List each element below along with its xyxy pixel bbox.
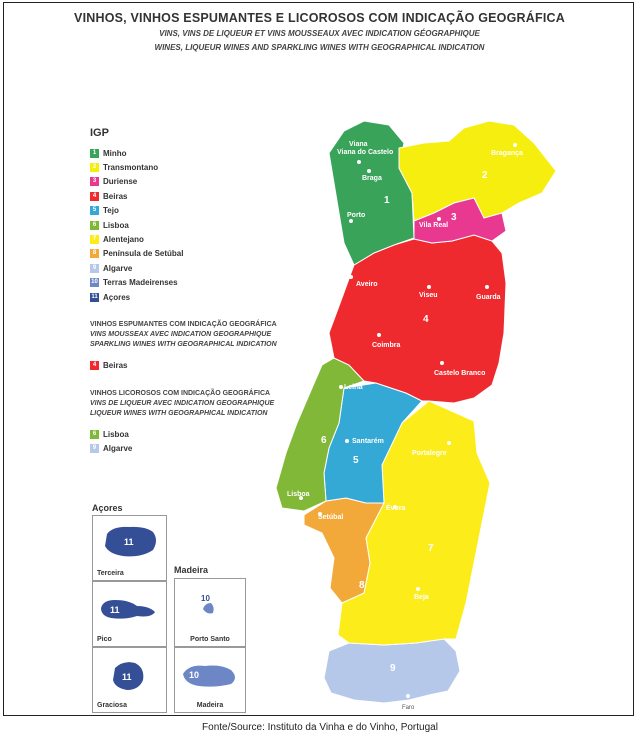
city-label: Leiria xyxy=(344,384,363,391)
legend-swatch: 4 xyxy=(90,361,99,370)
region-number: 7 xyxy=(428,543,434,554)
svg-text:11: 11 xyxy=(122,672,132,682)
legend-item: 9 Algarve xyxy=(90,441,132,455)
region-number: 5 xyxy=(353,455,359,466)
city-label: Aveiro xyxy=(356,281,378,288)
liqueur-legend xyxy=(90,427,132,456)
city-label: Évora xyxy=(386,505,406,512)
city-dot xyxy=(440,361,444,365)
city-dot xyxy=(437,217,441,221)
region-number: 8 xyxy=(359,580,365,591)
city-dot xyxy=(485,285,489,289)
subtitle-french: VINS, VINS DE LIQUEUR ET VINS MOUSSEAUX AVEC INDICATION GÉOGRAPHIQUE xyxy=(159,29,480,38)
island-graciosa xyxy=(93,648,166,698)
legend-swatch: 8 xyxy=(90,249,99,258)
main-title: VINHOS, VINHOS ESPUMANTES E LICOROSOS COM INDICAÇÃO GEOGRÁFICA xyxy=(74,11,565,25)
city-dot xyxy=(406,694,410,698)
legend-swatch: 10 xyxy=(91,279,98,286)
city-label: Viseu xyxy=(419,292,438,299)
svg-text:11: 11 xyxy=(110,605,120,615)
igp-heading: IGP xyxy=(90,127,109,139)
legend-swatch: 2 xyxy=(90,163,99,172)
city-label: Setúbal xyxy=(318,514,344,521)
island-pico xyxy=(93,582,166,632)
city-label: Santarém xyxy=(352,438,384,445)
city-dot xyxy=(339,385,343,389)
legend-item: 1 Minho xyxy=(90,146,183,160)
source-caption: Fonte/Source: Instituto da Vinha e do Vinho, Portugal xyxy=(202,722,438,733)
city-dot xyxy=(513,143,517,147)
inset-pico: 11 Pico xyxy=(92,581,167,647)
igp-legend xyxy=(90,146,183,304)
city-label: Bragança xyxy=(491,150,523,157)
island-madeira xyxy=(175,648,245,698)
svg-text:11: 11 xyxy=(124,537,134,547)
city-dot xyxy=(349,275,353,279)
legend-swatch: 9 xyxy=(90,444,99,453)
island-terceira xyxy=(93,516,166,566)
legend-item: 8 Península de Setúbal xyxy=(90,247,183,261)
city-dot xyxy=(367,169,371,173)
island-porto-santo xyxy=(175,579,245,629)
city-label: Beja xyxy=(414,594,429,601)
city-label: Lisboa xyxy=(287,491,310,498)
city-dot xyxy=(357,160,361,164)
svg-text:10: 10 xyxy=(189,670,200,680)
region-number: 9 xyxy=(390,663,396,674)
legend-swatch: 6 xyxy=(90,221,99,230)
city-label: Viana Viana do Castelo xyxy=(337,141,394,156)
inset-madeira: 10 Madeira xyxy=(174,647,246,713)
city-label: Faro xyxy=(402,705,415,711)
legend-item: 11 Açores xyxy=(91,292,131,302)
liqueur-heading: VINHOS LICOROSOS COM INDICAÇÃO GEOGRÁFICA VINS DE LIQUEUR AVEC INDICATION GEOGRAPHIQUE LIQUEUR WINES WITH GEOGRAPHICAL INDICATION xyxy=(90,390,275,417)
region-number: 1 xyxy=(384,195,390,206)
city-dot xyxy=(345,439,349,443)
city-dot xyxy=(447,441,451,445)
legend-item: 7 Alentejano xyxy=(90,232,183,246)
legend-swatch: 3 xyxy=(90,177,99,186)
legend-item: 6 Lisboa xyxy=(90,427,132,441)
legend-item: 3 Duriense xyxy=(90,175,183,189)
map-figure xyxy=(3,2,634,716)
legend-item: 4 Beiras xyxy=(90,189,183,203)
city-label: Guarda xyxy=(476,294,501,301)
legend-swatch: 5 xyxy=(90,206,99,215)
city-label: Castelo Branco xyxy=(434,370,486,377)
city-label: Coimbra xyxy=(372,342,401,349)
legend-swatch: 9 xyxy=(90,264,99,273)
city-dot xyxy=(416,587,420,591)
legend-swatch: 6 xyxy=(90,430,99,439)
madeira-heading: Madeira xyxy=(174,565,209,575)
city-dot xyxy=(377,333,381,337)
sparkling-legend xyxy=(90,358,127,372)
city-dot xyxy=(427,285,431,289)
legend-item: 4 Beiras xyxy=(90,358,127,372)
legend-swatch: 1 xyxy=(90,149,99,158)
region-number: 6 xyxy=(321,435,327,446)
legend-item: 6 Lisboa xyxy=(90,218,183,232)
legend-swatch: 4 xyxy=(90,192,99,201)
region-number: 4 xyxy=(423,314,429,325)
city-label: Braga xyxy=(362,175,382,182)
legend-swatch: 11 xyxy=(91,293,98,300)
legend-item: 5 Tejo xyxy=(90,204,183,218)
city-label: Portalegre xyxy=(412,450,447,457)
inset-terceira: 11 Terceira xyxy=(92,515,167,581)
legend-swatch: 7 xyxy=(90,235,99,244)
region-number: 3 xyxy=(451,212,457,223)
sparkling-heading: VINHOS ESPUMANTES COM INDICAÇÃO GEOGRÁFICA VINS MOUSSEAX AVEC INDICATION GEOGRAPHIQUE SPARKLING WINES WITH GEOGRAPHICAL INDICATION xyxy=(90,321,277,348)
acores-heading: Açores xyxy=(92,503,123,513)
inset-porto-santo: 10 Porto Santo xyxy=(174,578,246,647)
legend-item: 10 Terras Madeirenses xyxy=(91,278,178,288)
legend-item: 9 Algarve xyxy=(90,261,183,275)
legend-item: 2 Transmontano xyxy=(90,160,183,174)
region-number: 2 xyxy=(482,170,488,181)
city-label: Vila Real xyxy=(419,222,449,229)
city-label: Porto xyxy=(347,212,366,219)
inset-graciosa: 11 Graciosa xyxy=(92,647,167,713)
city-dot xyxy=(349,219,353,223)
subtitle-english: WINES, LIQUEUR WINES AND SPARKLING WINES WITH GEOGRAPHICAL INDICATION xyxy=(154,43,485,52)
svg-text:10: 10 xyxy=(201,594,210,603)
